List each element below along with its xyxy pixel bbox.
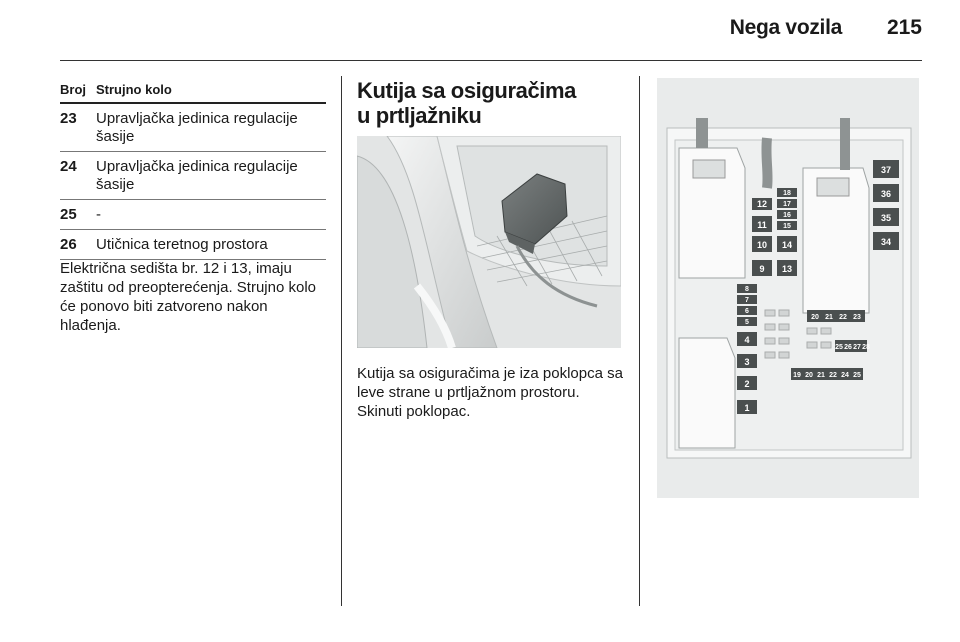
fuse-label: 18 <box>783 190 791 197</box>
fuse-label: 14 <box>781 240 793 250</box>
trunk-fuse-box-illustration <box>357 136 621 348</box>
fuse-label: 27 <box>853 344 861 351</box>
fuse-label: 12 <box>756 199 768 209</box>
section-title-line: Kutija sa osiguračima <box>357 78 577 103</box>
overload-note: Električna sedišta br. 12 i 13, imaju zaštitu od preopterećenja. Strujno kolo će ponovo biti zatvoreno nakon hlađenja. <box>60 260 316 334</box>
fuse-label: 19 <box>793 372 801 379</box>
row-circuit: - <box>96 206 101 223</box>
fuse-label: 36 <box>880 189 892 199</box>
fuse-label: 23 <box>853 314 861 321</box>
column-header-circuit: Strujno kolo <box>96 82 172 97</box>
fuse-label: 4 <box>744 335 750 345</box>
fuse-layout-diagram <box>657 78 919 498</box>
fuse-table <box>60 82 326 260</box>
fuse-label: 25 <box>835 344 843 351</box>
table-row <box>60 200 326 230</box>
section-title-line: u prtljažniku <box>357 103 482 128</box>
fuse-label: 20 <box>805 372 813 379</box>
row-number: 26 <box>60 236 77 253</box>
fuse-label: 16 <box>783 212 791 219</box>
fuse-label: 1 <box>744 403 750 413</box>
fuse-label: 34 <box>880 237 892 247</box>
fuse-label: 28 <box>862 344 870 351</box>
row-circuit: Upravljačka jedinica regulacije šasije <box>96 110 298 145</box>
fuse-label: 20 <box>811 314 819 321</box>
fuse-label: 24 <box>841 372 849 379</box>
fuse-label: 15 <box>783 223 791 230</box>
column-divider <box>341 76 342 606</box>
fuse-label: 9 <box>759 264 765 274</box>
fuse-label: 35 <box>880 213 892 223</box>
row-circuit: Utičnica teretnog prostora <box>96 236 268 253</box>
fuse-label: 13 <box>781 264 793 274</box>
fuse-label: 22 <box>829 372 837 379</box>
page-number: 215 <box>886 16 922 39</box>
fuse-label: 17 <box>783 201 791 208</box>
fuse-label: 8 <box>745 286 749 293</box>
fuse-label: 25 <box>853 372 861 379</box>
fuse-label: 37 <box>880 165 892 175</box>
table-row <box>60 230 326 260</box>
row-number: 24 <box>60 158 77 175</box>
fuse-box-location-text: Kutija sa osiguračima je iza poklopca sa leve strane u prtljažnom prostoru. Skinuti poklopac. <box>357 365 623 420</box>
fuse-label: 22 <box>839 314 847 321</box>
table-header <box>60 82 326 104</box>
fuse-label: 21 <box>825 314 833 321</box>
fuse-label: 10 <box>756 240 768 250</box>
table-row <box>60 104 326 152</box>
fuse-label: 11 <box>757 220 767 230</box>
column-header-number: Broj <box>60 82 86 97</box>
fuse-label: 26 <box>844 344 852 351</box>
section-title <box>357 78 576 128</box>
fuse-label: 7 <box>745 297 749 304</box>
row-circuit: Upravljačka jedinica regulacije šasije <box>96 158 298 193</box>
header-rule <box>60 60 922 61</box>
fuse-label: 5 <box>745 319 749 326</box>
fuse-label: 2 <box>744 379 750 389</box>
row-number: 25 <box>60 206 77 223</box>
fuse-label: 3 <box>744 357 750 367</box>
fuse-label: 21 <box>817 372 825 379</box>
running-header-title: Nega vozila <box>729 16 842 39</box>
fuse-label: 6 <box>745 308 749 315</box>
table-row <box>60 152 326 200</box>
column-divider <box>639 76 640 606</box>
row-number: 23 <box>60 110 77 127</box>
